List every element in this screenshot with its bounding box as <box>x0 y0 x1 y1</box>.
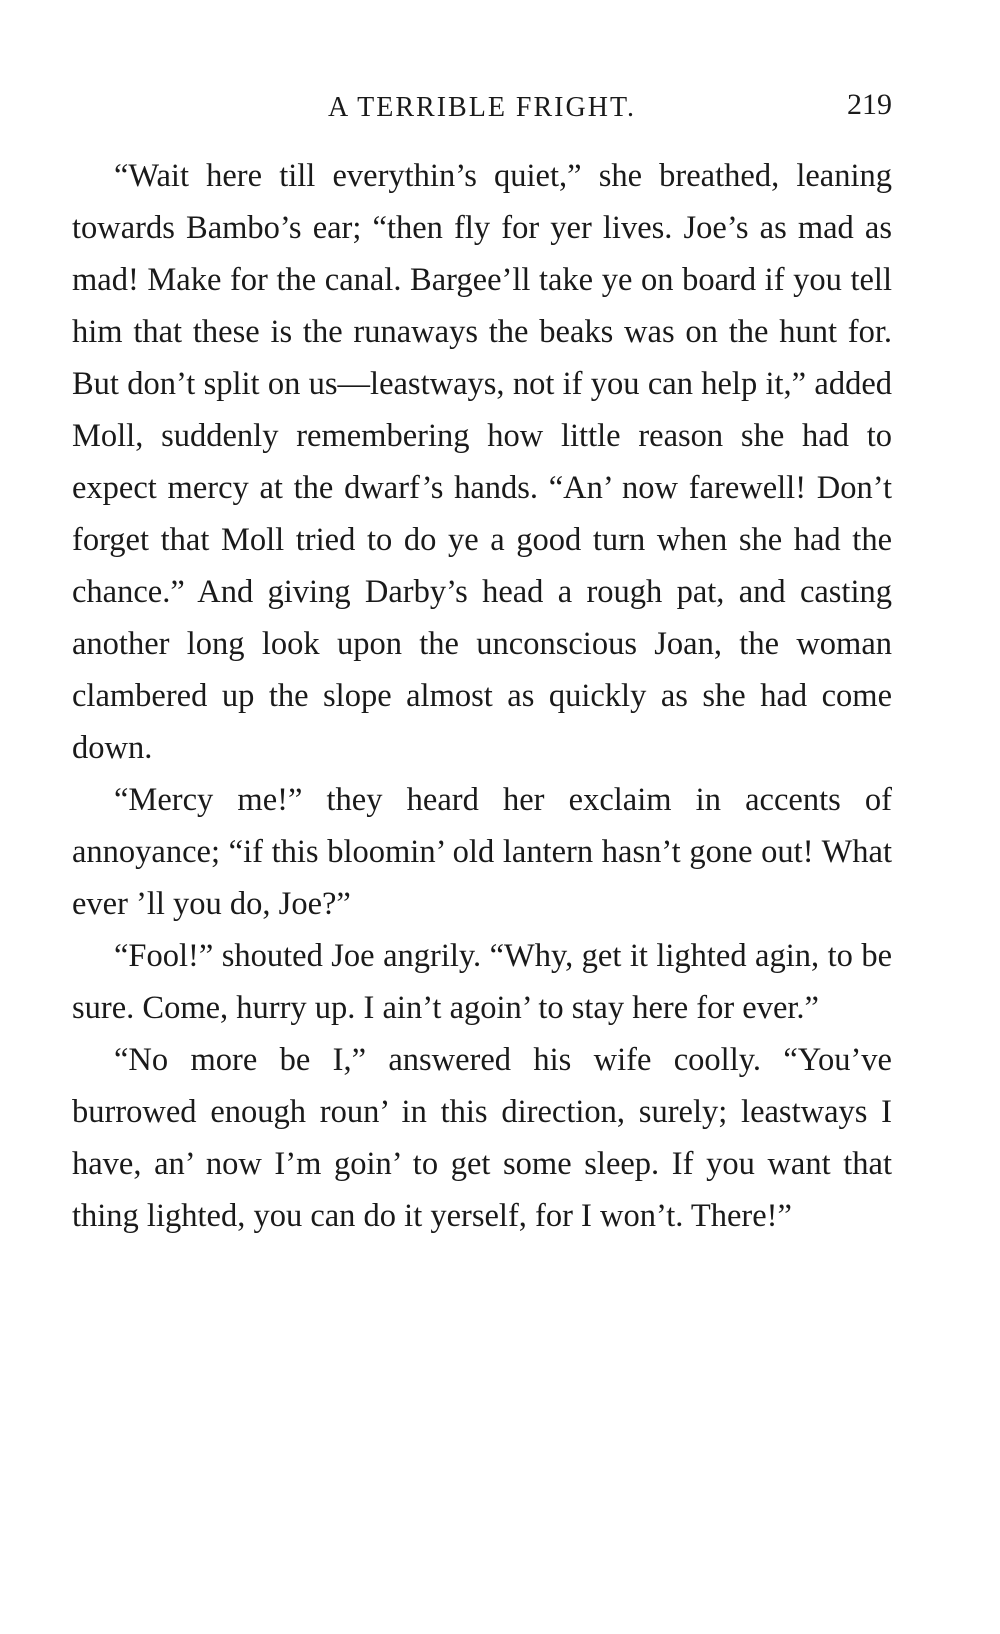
paragraph-3: “Fool!” shouted Joe angrily. “Why, get it lighted agin, to be sure. Come, hurry up. I ain’t agoin’ to stay here for ever.” <box>72 938 892 1026</box>
page-number: 219 <box>847 88 892 121</box>
paragraph-2: “Mercy me!” they heard her exclaim in accents of annoyance; “if this bloomin’ old lantern hasn’t gone out! What ever ’ll you do, Joe?” <box>72 782 892 922</box>
running-title: A TERRIBLE FRIGHT. <box>328 92 636 123</box>
book-page <box>72 0 892 1634</box>
running-head <box>72 86 892 130</box>
body-text <box>72 150 892 1242</box>
paragraph-1: “Wait here till everythin’s quiet,” she breathed, leaning towards Bambo’s ear; “then fly for yer lives. Joe’s as mad as mad! Make for the canal. Bargee’ll take ye on board if you tell him that these is the runaways the beaks was on the hunt for. But don’t split on us—leastways, not if you can help it,” added Moll, suddenly remembering how little reason she had to expect mercy at the dwarf’s hands. “An’ now farewell! Don’t forget that Moll tried to do ye a good turn when she had the chance.” And giving Darby’s head a rough pat, and casting another long look upon the unconscious Joan, the woman clambered up the slope almost as quickly as she had come down. <box>72 158 892 766</box>
paragraph-4: “No more be I,” answered his wife coolly. “You’ve burrowed enough roun’ in this direction, surely; leastways I have, an’ now I’m goin’ to get some sleep. If you want that thing lighted, you can do it yerself, for I won’t. There!” <box>72 1042 892 1234</box>
